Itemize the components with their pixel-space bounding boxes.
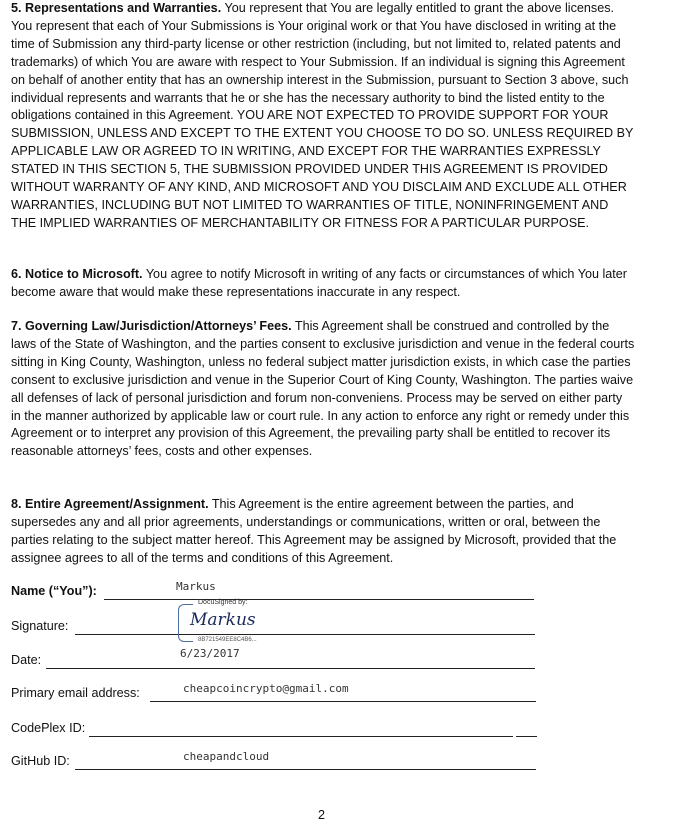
github-value: cheapandcloud <box>183 750 270 763</box>
docusign-code: 8B721549EE8C4B6... <box>198 637 257 643</box>
email-label: Primary email address: <box>11 686 140 700</box>
date-line <box>46 668 535 669</box>
section-6-body: You agree to notify Microsoft in writing of any facts or circumstances of which You later become aware that would make these representations inaccurate in any respect. <box>11 267 627 299</box>
codeplex-line <box>89 736 513 737</box>
date-label: Date: <box>11 653 42 667</box>
section-5-body: You represent that You are legally entitled to grant the above licenses. You represent that each of Your Submissions is Your original work or that You have disclosed in writing at the time of Submission any third-party license or other restriction (including, but not limited to, related patents and trademarks) of which You are aware with respect to Your Submission. If an individual is signing this Agreement on behalf of another entity that has an ownership interest in the Submission, pursuant to Section 3 above, such individual represents and warrants that he or she has the necessary authority to bind the listed entity to the obligations contained in this Agreement. YOU ARE NOT EXPECTED TO PROVIDE SUPPORT FOR YOUR SUBMISSION, UNLESS AND EXCEPT TO THE EXTENT YOU CHOOSE TO DO SO. UNLESS REQUIRED BY APPLICABLE LAW OR AGREED TO IN WRITING, AND EXCEPT FOR THE WARRANTIES EXPRESSLY STATED IN THIS SECTION 5, THE SUBMISSION PROVIDED UNDER THIS AGREEMENT IS PROVIDED WITHOUT WARRANTY OF ANY KIND, AND MICROSOFT AND YOU DISCLAIM AND EXCLUDE ALL OTHER WARRANTIES, INCLUDING BUT NOT LIMITED TO WARRANTIES OF TITLE, NONINFRINGEMENT AND THE IMPLIED WARRANTIES OF MERCHANTABILITY OR FITNESS FOR A PARTICULAR PURPOSE. <box>11 1 634 230</box>
page-number: 2 <box>318 808 326 822</box>
codeplex-field[interactable] <box>11 721 541 739</box>
signature-line <box>75 634 535 635</box>
github-field[interactable] <box>11 750 541 772</box>
section-7 <box>11 318 635 461</box>
date-field[interactable] <box>11 647 541 671</box>
name-value: Markus <box>176 580 216 593</box>
section-8 <box>11 496 635 568</box>
name-label: Name (“You”): <box>11 584 97 598</box>
email-value: cheapcoincrypto@gmail.com <box>183 682 349 695</box>
email-field[interactable] <box>11 682 541 704</box>
docusign-signature <box>178 599 288 645</box>
email-line <box>150 701 536 702</box>
section-7-body: This Agreement shall be construed and controlled by the laws of the State of Washington, and the parties consent to exclusive jurisdiction and venue in the federal courts sitting in King County, Washington, unless no federal subject matter jurisdiction exists, in which case the parties consent to exclusive jurisdiction and venue in the Superior Court of King County, Washington. The parties waive all defenses of lack of personal jurisdiction and forum non-conveniens. Process may be served on either party in the manner authorized by applicable law or court rule. In any action to enforce any right or remedy under this Agreement or to interpret any provision of this Agreement, the prevailing party shall be entitled to recover its reasonable attorneys’ fees, costs and other expenses. <box>11 319 635 459</box>
github-label: GitHub ID: <box>11 754 70 768</box>
docusign-header: DocuSigned by: <box>198 599 248 606</box>
section-5-heading: 5. Representations and Warranties. <box>11 1 222 15</box>
name-line <box>104 599 534 600</box>
date-value: 6/23/2017 <box>180 647 240 660</box>
section-5 <box>11 0 635 233</box>
section-8-body: This Agreement is the entire agreement between the parties, and supersedes any and all prior agreements, understandings or communications, written or oral, between the parties relating to the subject matter hereof. This Agreement may be assigned by Microsoft, provided that the assignee agrees to all of the terms and conditions of this Agreement. <box>11 497 617 565</box>
section-7-heading: 7. Governing Law/Jurisdiction/Attorneys’ Fees. <box>11 319 292 333</box>
codeplex-label: CodePlex ID: <box>11 721 86 735</box>
section-6 <box>11 266 635 302</box>
section-8-heading: 8. Entire Agreement/Assignment. <box>11 497 209 511</box>
signature-label: Signature: <box>11 619 69 633</box>
github-line <box>75 769 536 770</box>
signature-value: Markus <box>190 610 256 630</box>
codeplex-line-end <box>516 736 537 737</box>
section-6-heading: 6. Notice to Microsoft. <box>11 267 143 281</box>
